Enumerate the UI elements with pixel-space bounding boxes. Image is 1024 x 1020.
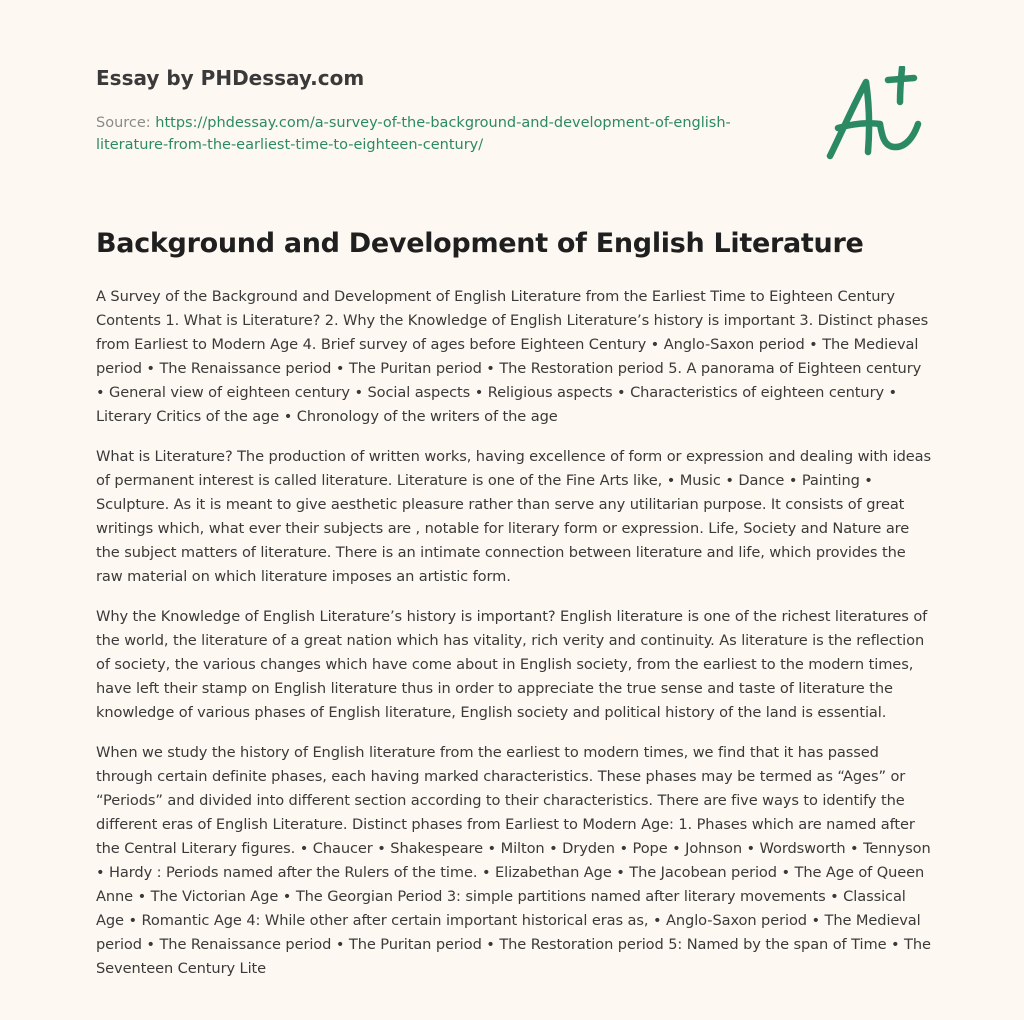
article-paragraph: A Survey of the Background and Development of English Literature from the Earliest Time to Eighteen Century Contents 1. What is Literature? 2. Why the Knowledge of English Literature’s history is important 3. Distinct phases from Earliest to Modern Age 4. Brief survey of ages before Eighteen Century • Anglo-Saxon period • The Medieval period • The Renaissance period • The Puritan period • The Restoration period 5. A panorama of Eighteen century • General view of eighteen century • Social aspects • Religious aspects • Characteristics of eighteen century • Literary Critics of the age • Chronology of the writers of the age: [96, 288, 929, 425]
site-title: Essay by PHDessay.com: [96, 66, 365, 90]
article-body: [96, 285, 932, 997]
article-paragraph: Why the Knowledge of English Literature’s history is important? English literature is one of the richest literatures of the world, the literature of a great nation which has vitality, rich verity and continuity. As literature is the reflection of society, the various changes which have come about in English society, from the earliest to the modern times, have left their stamp on English literature thus in order to appreciate the true sense and taste of literature the knowledge of various phases of English literature, English society and political history of the land is essential.: [96, 608, 928, 721]
source-line: [96, 112, 796, 156]
source-link-line-1: https://phdessay.com/a-survey-of-the-background-and-development-of-english-: [155, 115, 731, 131]
source-link[interactable]: [96, 115, 731, 153]
source-label: Source:: [96, 115, 156, 131]
source-link-line-2: literature-from-the-earliest-time-to-eighteen-century/: [96, 137, 484, 153]
article-title: Background and Development of English Literature: [96, 228, 864, 259]
article-paragraph: What is Literature? The production of written works, having excellence of form or expression and dealing with ideas of permanent interest is called literature. Literature is one of the Fine Arts like, • Music • Dance • Painting • Sculpture. As it is meant to give aesthetic pleasure rather than serve any utilitarian purpose. It consists of great writings which, what ever their subjects are , notable for literary form or expression. Life, Society and Nature are the subject matters of literature. There is an intimate connection between literature and life, which provides the raw material on which literature imposes an artistic form.: [96, 448, 932, 585]
a-plus-grade-icon: [822, 66, 932, 166]
page-header: [96, 64, 796, 156]
article-paragraph: When we study the history of English literature from the earliest to modern times, we find that it has passed through certain definite phases, each having marked characteristics. These phases may be termed as “Ages” or “Periods” and divided into different section according to their characteristics. There are five ways to identify the different eras of English Literature. Distinct phases from Earliest to Modern Age: 1. Phases which are named after the Central Literary figures. • Chaucer • Shakespeare • Milton • Dryden • Pope • Johnson • Wordsworth • Tennyson • Hardy : Periods named after the Rulers of the time. • Elizabethan Age • The Jacobean period • The Age of Queen Anne • The Victorian Age • The Georgian Period 3: simple partitions named after literary movements • Classical Age • Romantic Age 4: While other after certain important historical eras as, • Anglo-Saxon period • The Medieval period • The Renaissance period • The Puritan period • The Restoration period 5: Named by the span of Time • The Seventeen Century Lite: [96, 744, 931, 977]
